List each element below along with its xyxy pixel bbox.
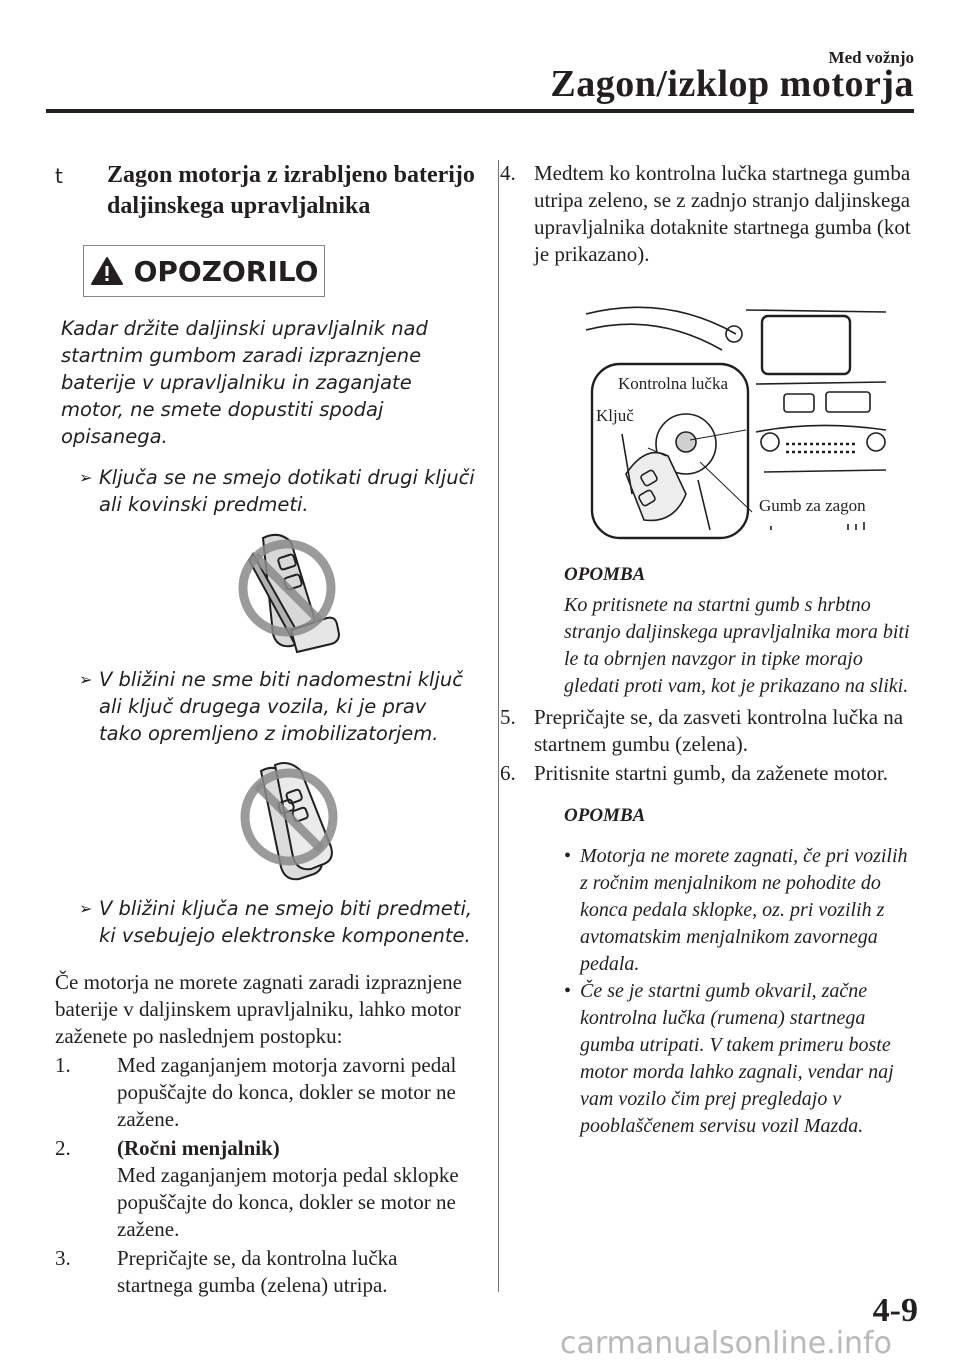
section-bullet: t	[55, 164, 63, 188]
bullet-dot-icon: •	[564, 980, 572, 1002]
warning-item	[79, 666, 475, 747]
note-block	[564, 805, 920, 1140]
step-item	[55, 1245, 475, 1299]
figure-label-start-button: Gumb za zagon	[759, 496, 866, 515]
dashboard-illustration	[586, 294, 916, 540]
step-number: 5.	[500, 705, 516, 729]
step-number: 4.	[500, 161, 516, 185]
warning-intro: Kadar držite daljinski upravljalnik nad startnim gumbom zaradi izpraznjene baterije v upravljalniku in zaganjate motor, ne smete dopustiti spodaj opisanega.	[61, 317, 428, 448]
section-name: Med vožnjo	[828, 48, 914, 67]
column-divider	[498, 160, 499, 1292]
step-text: Prepričajte se, da kontrolna lučka startnega gumba (zelena) utripa.	[117, 1246, 398, 1297]
page-number: 4-9	[872, 1292, 918, 1329]
bullet-dot-icon: •	[564, 845, 572, 867]
left-column	[55, 160, 475, 1301]
warning-item-text: V bližini ne sme biti nadomestni ključ ali ključ drugega vozila, ki je prav tako opremljeno z imobilizatorjem.	[99, 668, 463, 745]
figure-label-lamp: Kontrolna lučka	[618, 374, 728, 393]
step-text: Med zaganjanjem motorja pedal sklopke popuščajte do konca, dokler se motor ne zažene.	[117, 1163, 459, 1241]
step-item	[55, 1135, 475, 1243]
keys-touching-prohibited-icon	[231, 530, 351, 660]
warning-label: OPOZORILO	[133, 254, 319, 288]
arrow-bullet-icon: ➢	[79, 670, 93, 689]
step-number: 3.	[55, 1246, 71, 1270]
warning-item-text: Ključa se ne smejo dotikati drugi ključi ali kovinski predmeti.	[99, 466, 475, 516]
step-text: Pritisnite startni gumb, da zaženete motor.	[534, 761, 888, 785]
note-label: OPOMBA	[564, 564, 646, 585]
note-block	[564, 564, 920, 700]
step-text: Med zaganjanjem motorja zavorni pedal popuščajte do konca, dokler se motor ne zažene.	[117, 1053, 457, 1131]
right-column	[500, 160, 920, 1140]
note-text: Ko pritisnete na startni gumb s hrbtno stranjo daljinskega upravljalnika mora biti le ta obrnjen navzgor in tipke morajo gledati proti vam, kot je prikazano na sliki.	[564, 594, 910, 697]
body-paragraph: Če motorja ne morete zagnati zaradi izpraznjene baterije v daljinskem upravljalniku, lahko motor zaženete po naslednjem postopku:	[55, 970, 462, 1048]
step-text: Prepričajte se, da zasveti kontrolna lučka na startnem gumbu (zelena).	[534, 705, 904, 756]
warning-item-text: V bližini ključa ne smejo biti predmeti, ki vsebujejo elektronske komponente.	[99, 897, 473, 947]
warning-item	[79, 895, 475, 949]
step-number: 6.	[500, 761, 516, 785]
note-list-text: Motorja ne morete zagnati, če pri vozilih z ročnim menjalnikom ne pohodite do konca pedala sklopke, oz. pri vozilih z avtomatskim menjalnikom zavornega pedala.	[580, 845, 908, 975]
watermark: carmanualsonline.info	[560, 1326, 892, 1361]
warning-triangle-icon	[90, 256, 124, 286]
note-list-item	[564, 843, 920, 978]
header-rule	[46, 109, 914, 113]
warning-box	[83, 245, 325, 297]
figure-label-key: Ključ	[596, 406, 634, 425]
step-item	[55, 1052, 475, 1133]
step-item	[500, 760, 920, 787]
section-heading: Zagon motorja z izrabljeno baterijo daljinskega upravljalnika	[107, 162, 475, 219]
arrow-bullet-icon: ➢	[79, 468, 93, 487]
two-keys-prohibited-icon	[231, 761, 351, 887]
note-label: OPOMBA	[564, 805, 646, 826]
start-button-figure	[586, 294, 916, 540]
step-item	[500, 704, 920, 758]
arrow-bullet-icon: ➢	[79, 899, 93, 918]
step-number: 2.	[55, 1136, 71, 1160]
step-item	[500, 160, 920, 268]
note-list-item	[564, 978, 920, 1140]
warning-item	[79, 464, 475, 518]
step-text: Medtem ko kontrolna lučka startnega gumba utripa zeleno, se z zadnjo stranjo daljinskega upravljalnika dotaknite startnega gumba (kot je prikazano).	[534, 161, 911, 266]
step-number: 1.	[55, 1053, 71, 1077]
note-list-text: Če se je startni gumb okvaril, začne kontrolna lučka (rumena) startnega gumba utripati. V takem primeru boste motor morda lahko zagnali, vendar naj vam vozilo čim prej pregledajo v pooblaščenem servisu vozil Mazda.	[580, 980, 894, 1137]
page-title: Zagon/izklop motorja	[550, 63, 914, 105]
step-heading: (Ročni menjalnik)	[117, 1136, 280, 1160]
